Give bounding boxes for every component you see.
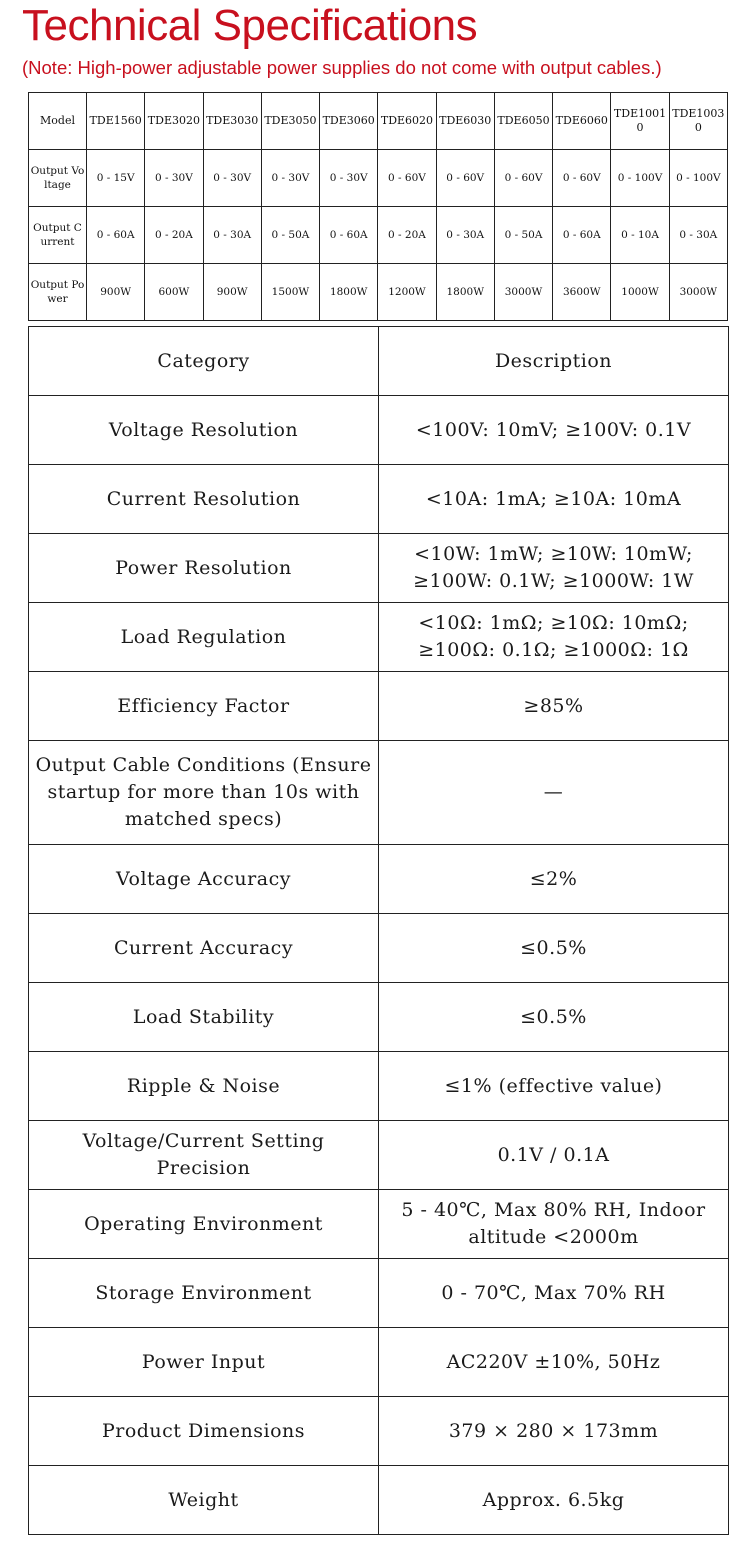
models-row-power bbox=[29, 264, 728, 321]
models-cell: TDE1560 bbox=[87, 93, 145, 150]
models-cell: TDE3020 bbox=[145, 93, 203, 150]
models-cell: 0 - 30A bbox=[436, 207, 494, 264]
spec-category: Operating Environment bbox=[29, 1190, 379, 1259]
spec-description: AC220V ±10%, 50Hz bbox=[379, 1328, 729, 1397]
spec-row bbox=[29, 741, 729, 845]
models-table bbox=[28, 92, 728, 321]
spec-row bbox=[29, 465, 729, 534]
spec-row bbox=[29, 534, 729, 603]
models-cell: 0 - 30V bbox=[320, 150, 378, 207]
models-row-label: Model bbox=[29, 93, 87, 150]
models-cell: TDE6050 bbox=[494, 93, 552, 150]
models-cell: TDE3050 bbox=[261, 93, 319, 150]
spec-category: Voltage Accuracy bbox=[29, 845, 379, 914]
models-cell: 0 - 60V bbox=[494, 150, 552, 207]
models-cell: TDE6020 bbox=[378, 93, 436, 150]
models-cell: 0 - 60V bbox=[436, 150, 494, 207]
models-cell: TDE3030 bbox=[203, 93, 261, 150]
spec-row bbox=[29, 672, 729, 741]
models-cell: 1000W bbox=[611, 264, 669, 321]
models-cell: TDE6060 bbox=[553, 93, 611, 150]
spec-row bbox=[29, 914, 729, 983]
spec-description: — bbox=[379, 741, 729, 845]
spec-row bbox=[29, 396, 729, 465]
models-cell: TDE10010 bbox=[611, 93, 669, 150]
spec-row bbox=[29, 1328, 729, 1397]
spec-description: 5 - 40℃, Max 80% RH, Indoor altitude <2000m bbox=[379, 1190, 729, 1259]
models-row-models bbox=[29, 93, 728, 150]
spec-category: Power Resolution bbox=[29, 534, 379, 603]
spec-row bbox=[29, 603, 729, 672]
spec-description: <10A: 1mA; ≥10A: 10mA bbox=[379, 465, 729, 534]
models-cell: 0 - 60A bbox=[320, 207, 378, 264]
models-cell: 3000W bbox=[669, 264, 727, 321]
models-cell: 1200W bbox=[378, 264, 436, 321]
models-cell: 0 - 30A bbox=[669, 207, 727, 264]
models-cell: 0 - 60V bbox=[378, 150, 436, 207]
models-cell: 0 - 60A bbox=[87, 207, 145, 264]
models-row-label: Output Power bbox=[29, 264, 87, 321]
models-cell: 1800W bbox=[320, 264, 378, 321]
spec-description: ≤0.5% bbox=[379, 914, 729, 983]
spec-category: Product Dimensions bbox=[29, 1397, 379, 1466]
page-note: (Note: High-power adjustable power supplies do not come with output cables.) bbox=[22, 57, 662, 78]
spec-category: Current Accuracy bbox=[29, 914, 379, 983]
spec-table bbox=[28, 326, 729, 1535]
models-row-voltage bbox=[29, 150, 728, 207]
spec-category: Load Stability bbox=[29, 983, 379, 1052]
models-cell: 0 - 50A bbox=[261, 207, 319, 264]
models-cell: 900W bbox=[87, 264, 145, 321]
spec-description: ≥85% bbox=[379, 672, 729, 741]
spec-row bbox=[29, 1397, 729, 1466]
models-cell: 0 - 15V bbox=[87, 150, 145, 207]
models-cell: 0 - 10A bbox=[611, 207, 669, 264]
models-cell: TDE10030 bbox=[669, 93, 727, 150]
spec-description: 379 × 280 × 173mm bbox=[379, 1397, 729, 1466]
models-cell: 0 - 20A bbox=[145, 207, 203, 264]
models-cell: 0 - 50A bbox=[494, 207, 552, 264]
spec-row bbox=[29, 983, 729, 1052]
spec-row bbox=[29, 1190, 729, 1259]
spec-description: <10W: 1mW; ≥10W: 10mW; ≥100W: 0.1W; ≥1000W: 1W bbox=[379, 534, 729, 603]
models-cell: TDE3060 bbox=[320, 93, 378, 150]
spec-category: Storage Environment bbox=[29, 1259, 379, 1328]
spec-category: Current Resolution bbox=[29, 465, 379, 534]
models-row-label: Output Current bbox=[29, 207, 87, 264]
models-cell: 0 - 60V bbox=[553, 150, 611, 207]
spec-category: Output Cable Conditions (Ensure startup for more than 10s with matched specs) bbox=[29, 741, 379, 845]
spec-header-row bbox=[29, 327, 729, 396]
spec-row bbox=[29, 1259, 729, 1328]
page-title: Technical Specifications bbox=[22, 1, 478, 50]
spec-row bbox=[29, 1466, 729, 1535]
spec-description: Approx. 6.5kg bbox=[379, 1466, 729, 1535]
spec-description: ≤2% bbox=[379, 845, 729, 914]
models-cell: 1800W bbox=[436, 264, 494, 321]
category-header: Category bbox=[29, 327, 379, 396]
spec-row bbox=[29, 845, 729, 914]
spec-category: Ripple & Noise bbox=[29, 1052, 379, 1121]
spec-category: Load Regulation bbox=[29, 603, 379, 672]
spec-description: ≤1% (effective value) bbox=[379, 1052, 729, 1121]
description-header: Description bbox=[379, 327, 729, 396]
models-cell: 0 - 30V bbox=[203, 150, 261, 207]
spec-category: Weight bbox=[29, 1466, 379, 1535]
spec-row bbox=[29, 1052, 729, 1121]
spec-category: Efficiency Factor bbox=[29, 672, 379, 741]
spec-description: 0 - 70℃, Max 70% RH bbox=[379, 1259, 729, 1328]
models-cell: TDE6030 bbox=[436, 93, 494, 150]
models-cell: 0 - 60A bbox=[553, 207, 611, 264]
models-cell: 0 - 30A bbox=[203, 207, 261, 264]
spec-category: Voltage Resolution bbox=[29, 396, 379, 465]
models-cell: 600W bbox=[145, 264, 203, 321]
models-cell: 3000W bbox=[494, 264, 552, 321]
models-cell: 0 - 100V bbox=[669, 150, 727, 207]
models-cell: 0 - 100V bbox=[611, 150, 669, 207]
spec-description: <100V: 10mV; ≥100V: 0.1V bbox=[379, 396, 729, 465]
models-cell: 3600W bbox=[553, 264, 611, 321]
models-cell: 1500W bbox=[261, 264, 319, 321]
spec-category: Voltage/Current Setting Precision bbox=[29, 1121, 379, 1190]
models-cell: 0 - 20A bbox=[378, 207, 436, 264]
spec-description: 0.1V / 0.1A bbox=[379, 1121, 729, 1190]
spec-description: ≤0.5% bbox=[379, 983, 729, 1052]
spec-category: Power Input bbox=[29, 1328, 379, 1397]
models-cell: 0 - 30V bbox=[145, 150, 203, 207]
spec-description: <10Ω: 1mΩ; ≥10Ω: 10mΩ; ≥100Ω: 0.1Ω; ≥1000Ω: 1Ω bbox=[379, 603, 729, 672]
models-row-label: Output Voltage bbox=[29, 150, 87, 207]
models-cell: 0 - 30V bbox=[261, 150, 319, 207]
spec-row bbox=[29, 1121, 729, 1190]
models-cell: 900W bbox=[203, 264, 261, 321]
models-row-current bbox=[29, 207, 728, 264]
